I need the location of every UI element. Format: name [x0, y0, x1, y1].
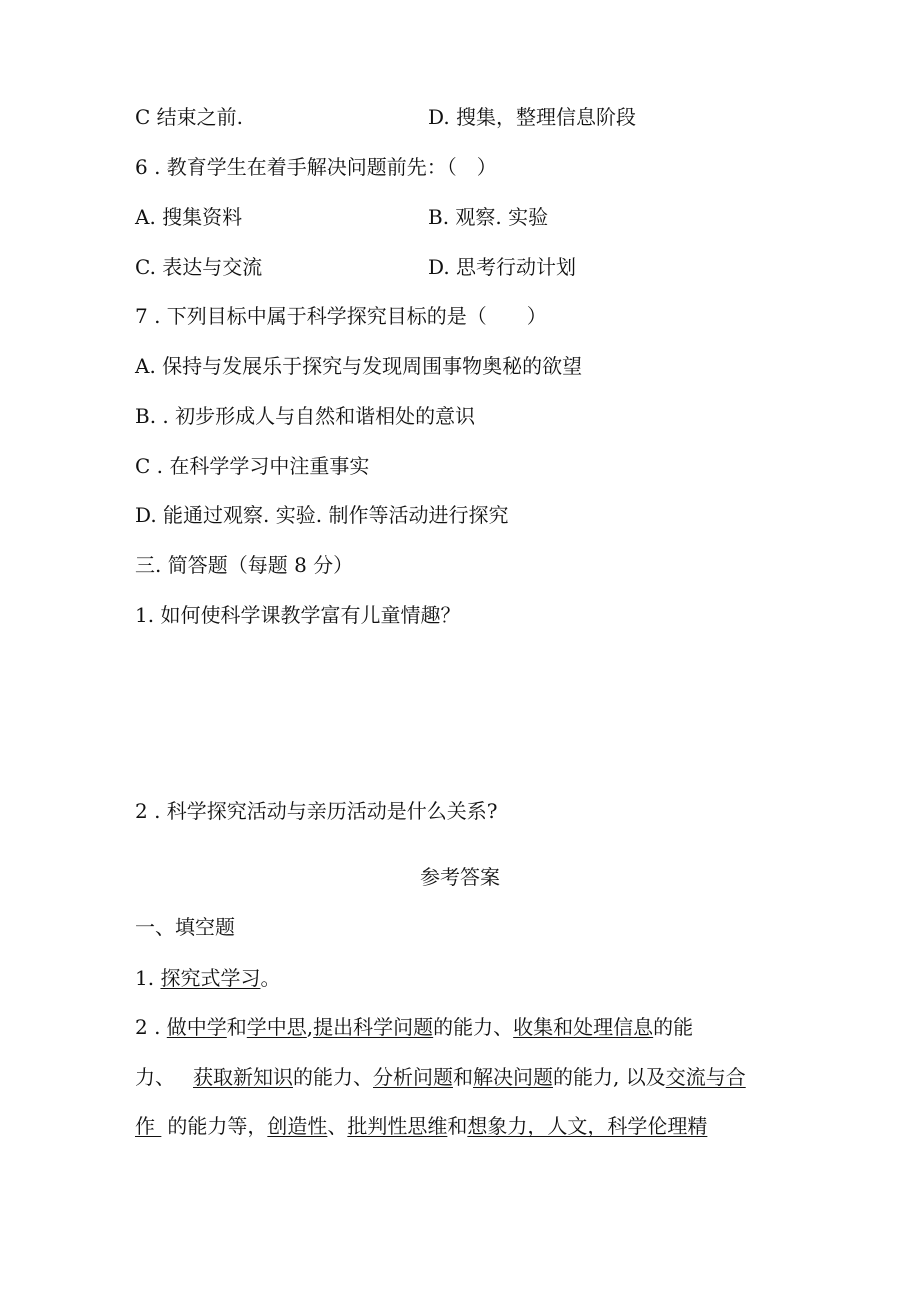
- q6-stem: 6 . 教育学生在着手解决问题前先：（ ）: [135, 155, 497, 179]
- answer-2-text: ,: [306, 1015, 314, 1039]
- q7-stem: 7 . 下列目标中属于科学探究目标的是（ ）: [135, 304, 547, 328]
- answer-2-blank: 批判性思维: [347, 1114, 448, 1138]
- q7-option-c: C . 在科学学习中注重事实: [135, 454, 370, 478]
- answer-2-blank: 作: [135, 1114, 162, 1138]
- answer-2-text: 力、: [135, 1065, 175, 1089]
- answer-2-text: 的能力等，: [167, 1114, 268, 1138]
- answer-2-blank: 创造性: [267, 1114, 328, 1138]
- q6-option-d: D. 思考行动计划: [428, 255, 577, 279]
- answer-2-line-3: [135, 1113, 707, 1139]
- answer-1-prefix: 1.: [135, 966, 161, 990]
- q6-option-b: B. 观察. 实验: [428, 205, 549, 229]
- answer-1-suffix: 。: [260, 966, 281, 990]
- answer-2-text: 和: [226, 1015, 247, 1039]
- answer-2-blank: 想象力，人文，科学伦理精: [467, 1114, 708, 1138]
- answer-2-blank: 学中思: [246, 1015, 307, 1039]
- answer-2-blank: 分析问题: [373, 1065, 453, 1089]
- q6-option-c: C. 表达与交流: [135, 255, 263, 279]
- q5-option-d: D. 搜集，整理信息阶段: [428, 105, 637, 129]
- answer-1: [135, 965, 280, 991]
- answer-2-prefix: 2 .: [135, 1015, 167, 1039]
- answer-2-line-1: [135, 1014, 693, 1040]
- answer-2-blank: 收集和处理信息: [513, 1015, 654, 1039]
- section3-heading: 三. 简答题（每题 8 分）: [135, 553, 354, 577]
- answer-2-line-2: [135, 1064, 746, 1090]
- answer-2-text: 和: [453, 1065, 473, 1089]
- answer-2-text: 的能力、: [293, 1065, 373, 1089]
- answer-2-blank: 解决问题: [473, 1065, 553, 1089]
- answer-1-blank: 探究式学习: [160, 966, 261, 990]
- answer-2-text: 的能: [653, 1015, 694, 1039]
- q6-option-a: A. 搜集资料: [135, 205, 243, 229]
- answer-2-blank: 做中学: [166, 1015, 227, 1039]
- answers-section1-heading: 一、填空题: [135, 915, 235, 939]
- answer-2-text: 的能力, 以及: [553, 1065, 666, 1089]
- answers-title: 参考答案: [420, 865, 500, 889]
- section3-question-2: 2 . 科学探究活动与亲历活动是什么关系?: [135, 799, 498, 823]
- answer-2-text: 的能力、: [433, 1015, 514, 1039]
- answer-2-blank: 获取新知识: [193, 1065, 293, 1089]
- q7-option-b: B. . 初步形成人与自然和谐相处的意识: [135, 404, 476, 428]
- answer-2-blank: 交流与合: [665, 1065, 746, 1089]
- q7-option-d: D. 能通过观察. 实验. 制作等活动进行探究: [135, 503, 509, 527]
- q7-option-a: A. 保持与发展乐于探究与发现周围事物奥秘的欲望: [135, 354, 583, 378]
- answer-2-blank: 提出科学问题: [313, 1015, 434, 1039]
- answer-2-text: 和: [447, 1114, 468, 1138]
- section3-question-1: 1. 如何使科学课教学富有儿童情趣？: [135, 603, 461, 627]
- q5-option-c: C 结束之前.: [135, 105, 244, 129]
- answer-2-text: 、: [327, 1114, 348, 1138]
